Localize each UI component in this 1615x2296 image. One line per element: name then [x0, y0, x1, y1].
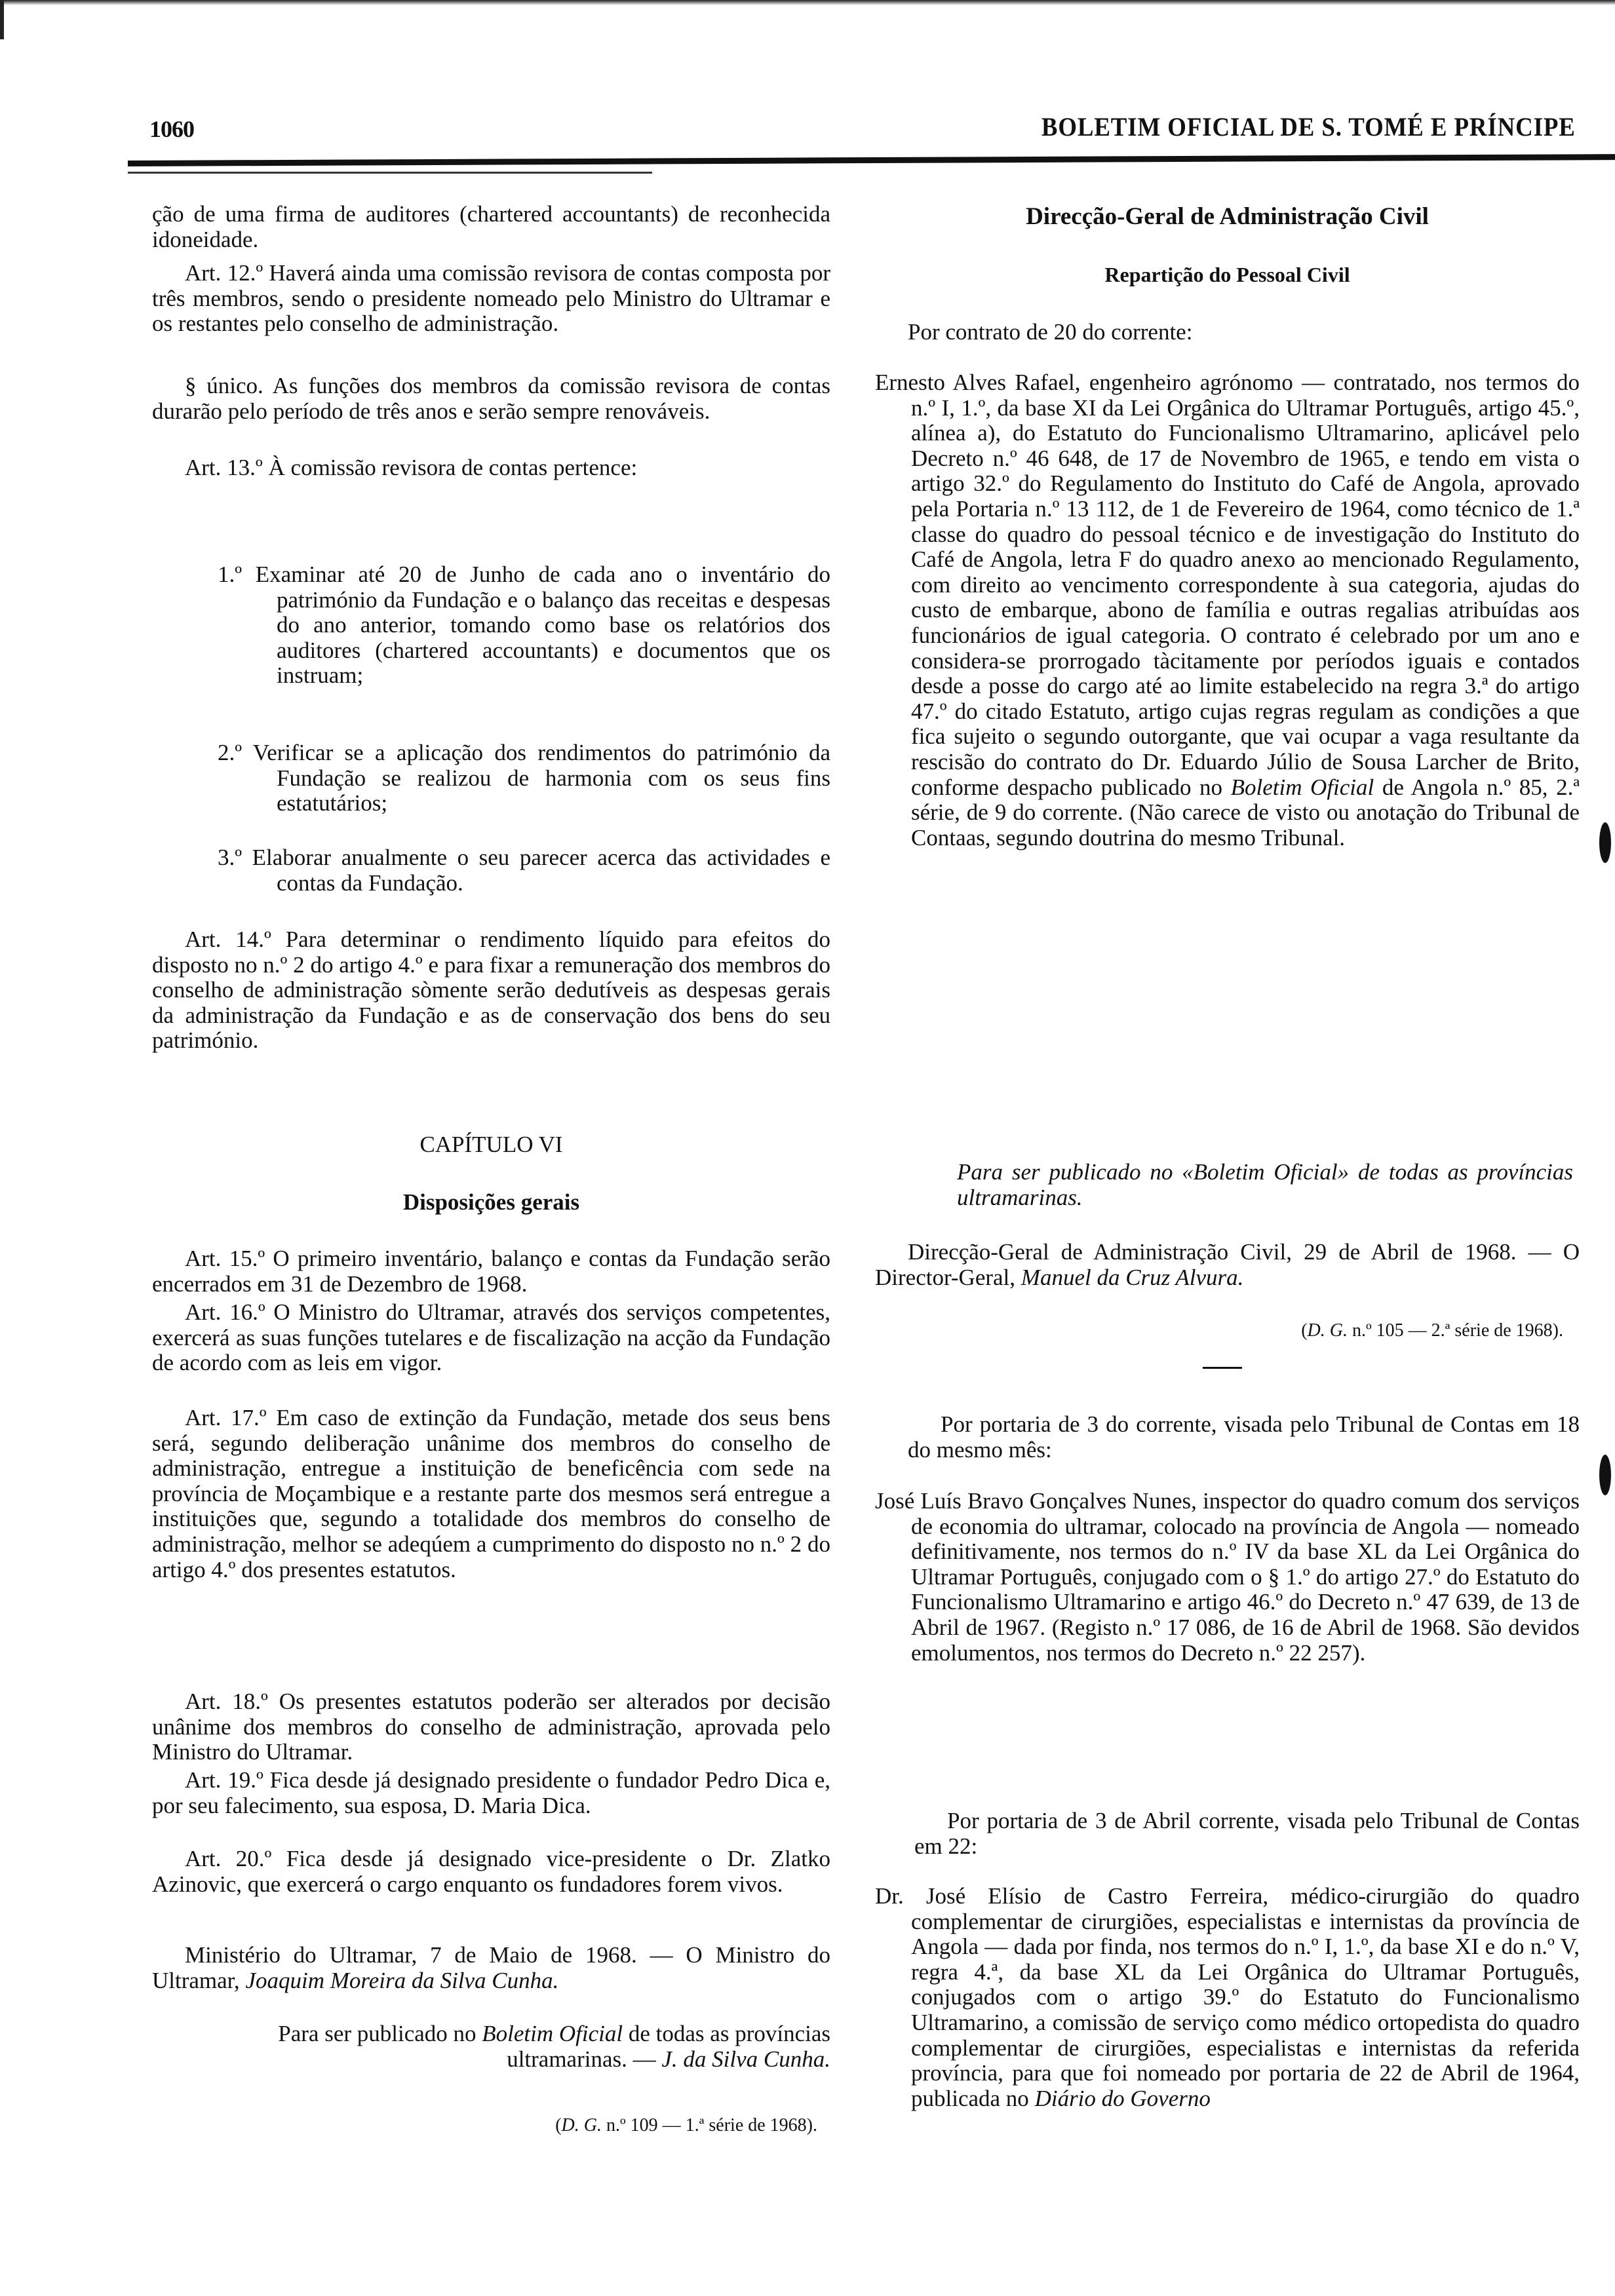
binding-hole-mark — [1599, 822, 1611, 863]
director-text: Direcção-Geral de Administração Civil, 29 de Abril de 1968. — O Director-Geral, — [875, 1239, 1580, 1290]
appointment-ernesto — [875, 370, 1580, 851]
scan-edge — [0, 0, 4, 39]
paragraph-unico: § único. As funções dos membros da comissão revisora de contas durarão pelo período de três anos e serão sempre renováveis. — [152, 373, 830, 424]
article-15: Art. 15.º O primeiro inventário, balanço e contas da Fundação serão encerrados em 31 de Dezembro de 1968. — [152, 1246, 830, 1297]
director-name: Manuel da Cruz Alvura. — [1021, 1264, 1244, 1290]
article-12: Art. 12.º Haverá ainda uma comissão revisora de contas composta por três membros, sendo o presidente nomeado pelo Ministro do Ultramar e os restantes pelo conselho de administração. — [152, 260, 830, 337]
article-18: Art. 18.º Os presentes estatutos poderão ser alterados por decisão unânime dos membros do conselho de administração, aprovada pelo Ministro do Ultramar. — [152, 1689, 830, 1765]
article-16: Art. 16.º O Ministro do Ultramar, através dos serviços competentes, exercerá as suas funções tutelares e de fiscalização na acção da Fundação de acordo com as leis em vigor. — [152, 1299, 830, 1376]
scan-edge — [0, 0, 1615, 5]
publication-note-text: Para ser publicado no — [278, 2021, 482, 2046]
page-number: 1060 — [149, 116, 194, 142]
publication-title: Diário do Governo — [1034, 2085, 1211, 2111]
publication-note-text: de todas as províncias ultramarinas. — — [507, 2021, 830, 2072]
gazette-reference — [875, 1318, 1580, 1344]
chapter-title: Disposições gerais — [402, 1189, 580, 1215]
publication-title: Boletim Oficial — [482, 2021, 623, 2046]
article-13-item-2: 2.º Verificar se a aplicação dos rendimentos do património da Fundação se realizou de harmonia com os seus fins estatutários; — [218, 740, 830, 816]
publication-title: Boletim Oficial — [1230, 774, 1374, 800]
appointment-jose-elisio — [875, 1884, 1580, 2111]
binding-hole-mark — [1599, 1455, 1611, 1495]
publication-signature: J. da Silva Cunha. — [661, 2046, 830, 2072]
portaria-intro-1: Por portaria de 3 do corrente, visada pelo Tribunal de Contas em 18 do mesmo mês: — [908, 1411, 1580, 1463]
publication-note: Para ser publicado no «Boletim Oficial» de todas as províncias ultramarinas. — [957, 1159, 1573, 1210]
article-13-item-3: 3.º Elaborar anualmente o seu parecer acerca das actividades e contas da Fundação. — [218, 845, 830, 896]
paragraph-intro: ção de uma firma de auditores (chartered accountants) de reconhecida idoneidade. — [152, 201, 830, 252]
portaria-intro-2: Por portaria de 3 de Abril corrente, visada pelo Tribunal de Contas em 22: — [914, 1808, 1580, 1859]
article-13-item-1: 1.º Examinar até 20 de Junho de cada ano o inventário do património da Fundação e o balanço das receitas e despesas do ano anterior, tomando como base os relatórios dos auditores (chartered accountants) e documentos que os instruam; — [218, 562, 830, 689]
article-14: Art. 14.º Para determinar o rendimento líquido para efeitos do disposto no n.º 2 do artigo 4.º e para fixar a remuneração dos membros do conselho de administração sòmente serão dedutíveis as despesas gerais da administração da Fundação e as de conservação dos bens do seu património. — [152, 927, 830, 1054]
article-19: Art. 19.º Fica desde já designado presidente o fundador Pedro Dica e, por seu falecimento, sua esposa, D. Maria Dica. — [152, 1767, 830, 1818]
gazette-reference — [152, 2113, 830, 2139]
article-13: Art. 13.º À comissão revisora de contas pertence: — [185, 455, 638, 480]
chapter-heading: CAPÍTULO VI — [419, 1132, 563, 1157]
ref-text: ( — [1301, 1320, 1308, 1341]
signature-name: Joaquim Moreira da Silva Cunha. — [245, 1967, 559, 1993]
signature-text: Ministério do Ultramar, 7 de Maio de 1968. — O Ministro do Ultramar, — [152, 1942, 830, 1993]
ref-abbrev: D. G. — [561, 2115, 602, 2135]
section-title: Direcção-Geral de Administração Civil — [1026, 203, 1429, 230]
article-17: Art. 17.º Em caso de extinção da Fundação, metade dos seus bens será, segundo deliberação unânime dos membros do conselho de administração, entregue a instituição de beneficência com sede na província de Moçambique e a restante parte dos mesmos será entregue a instituições que, segundo a totalidade dos membros do conselho de administração, melhor se adeqúem a cumprimento do disposto no n.º 2 do artigo 4.º dos presentes estatutos. — [152, 1405, 830, 1582]
ref-text: n.º 109 — 1.ª série de 1968). — [601, 2115, 817, 2135]
header-rule — [128, 172, 652, 174]
subsection-title: Repartição do Pessoal Civil — [1104, 263, 1350, 286]
header-rule — [128, 154, 1615, 166]
appointment-text: Dr. José Elísio de Castro Ferreira, médico-cirurgião do quadro complementar de cirurgiões, especialistas e internistas da província de Angola — dada por finda, nos termos do n.º I, 1.º, da base XI e do n.º V, regra 4.ª, da base XL da Lei Orgânica do Ultramar Português, conjugados com o artigo 39.º do Estatuto do Funcionalismo Ultramarino, a comissão de serviço como médico ortopedista do quadro complementar de cirurgiões, especialistas e internistas da referida província, para que foi nomeado por portaria de 22 de Abril de 1964, publicada no — [875, 1883, 1580, 2111]
ref-abbrev: D. G. — [1307, 1320, 1348, 1341]
signature-block — [152, 1943, 830, 1993]
appointment-text: Ernesto Alves Rafael, engenheiro agrónomo — contratado, nos termos do n.º I, 1.º, da base XI da Lei Orgânica do Ultramar Português, artigo 45.º, alínea a), do Estatuto do Funcionalismo Ultramarino, aplicável pelo Decreto n.º 46 648, de 17 de Novembro de 1965, e tendo em vista o artigo 32.º do Regulamento do Instituto do Café de Angola, aprovado pela Portaria n.º 13 112, de 1 de Fevereiro de 1964, como técnico de 1.ª classe do quadro do pessoal técnico e de investigação do Instituto do Café de Angola, letra F do quadro anexo ao mencionado Regulamento, com direito ao vencimento correspondente à sua categoria, ajudas do custo de embarque, abono de família e outras regalias atribuídas aos funcionários de igual categoria. O contrato é celebrado por um ano e considera-se prorrogado tàcitamente por períodos iguais e contados desde a posse do cargo até ao limite estabelecido na regra 3.ª do artigo 47.º do citado Estatuto, artigo cujas regras regulam as condições a que fica sujeito o segundo outorgante, que vai ocupar a vaga resultante da rescisão do contrato do Dr. Eduardo Júlio de Sousa Larcher de Brito, conforme despacho publicado no — [875, 370, 1580, 800]
publication-note — [152, 2021, 830, 2072]
section-divider — [1203, 1367, 1242, 1369]
appointment-text: de Angola n.º 85, 2.ª série, de 9 do corrente. (Não carece de visto ou anotação do Tribunal de Contaas, segundo doutrina do mesmo Tribunal. — [911, 774, 1580, 851]
running-title: BOLETIM OFICIAL DE S. TOMÉ E PRÍNCIPE — [1041, 112, 1576, 142]
ref-text: n.º 105 — 2.ª série de 1968). — [1347, 1320, 1563, 1341]
article-20: Art. 20.º Fica desde já designado vice-presidente o Dr. Zlatko Azinovic, que exercerá o cargo enquanto os fundadores forem vivos. — [152, 1846, 830, 1897]
appointment-jose-luis: José Luís Bravo Gonçalves Nunes, inspector do quadro comum dos serviços de economia do ultramar, colocado na província de Angola — nomeado definitivamente, nos termos do n.º IV da base XL da Lei Orgânica do Ultramar Português, conjugado com o § 1.º do artigo 27.º do Estatuto do Funcionalismo Ultramarino e artigo 46.º do Decreto n.º 47 639, de 13 de Abril de 1967. (Registo n.º 17 086, de 16 de Abril de 1968. São devidos emolumentos, nos termos do Decreto n.º 22 257). — [875, 1488, 1580, 1666]
director-signature — [875, 1240, 1580, 1290]
ref-text: ( — [555, 2115, 562, 2135]
contract-intro: Por contrato de 20 do corrente: — [908, 319, 1193, 345]
